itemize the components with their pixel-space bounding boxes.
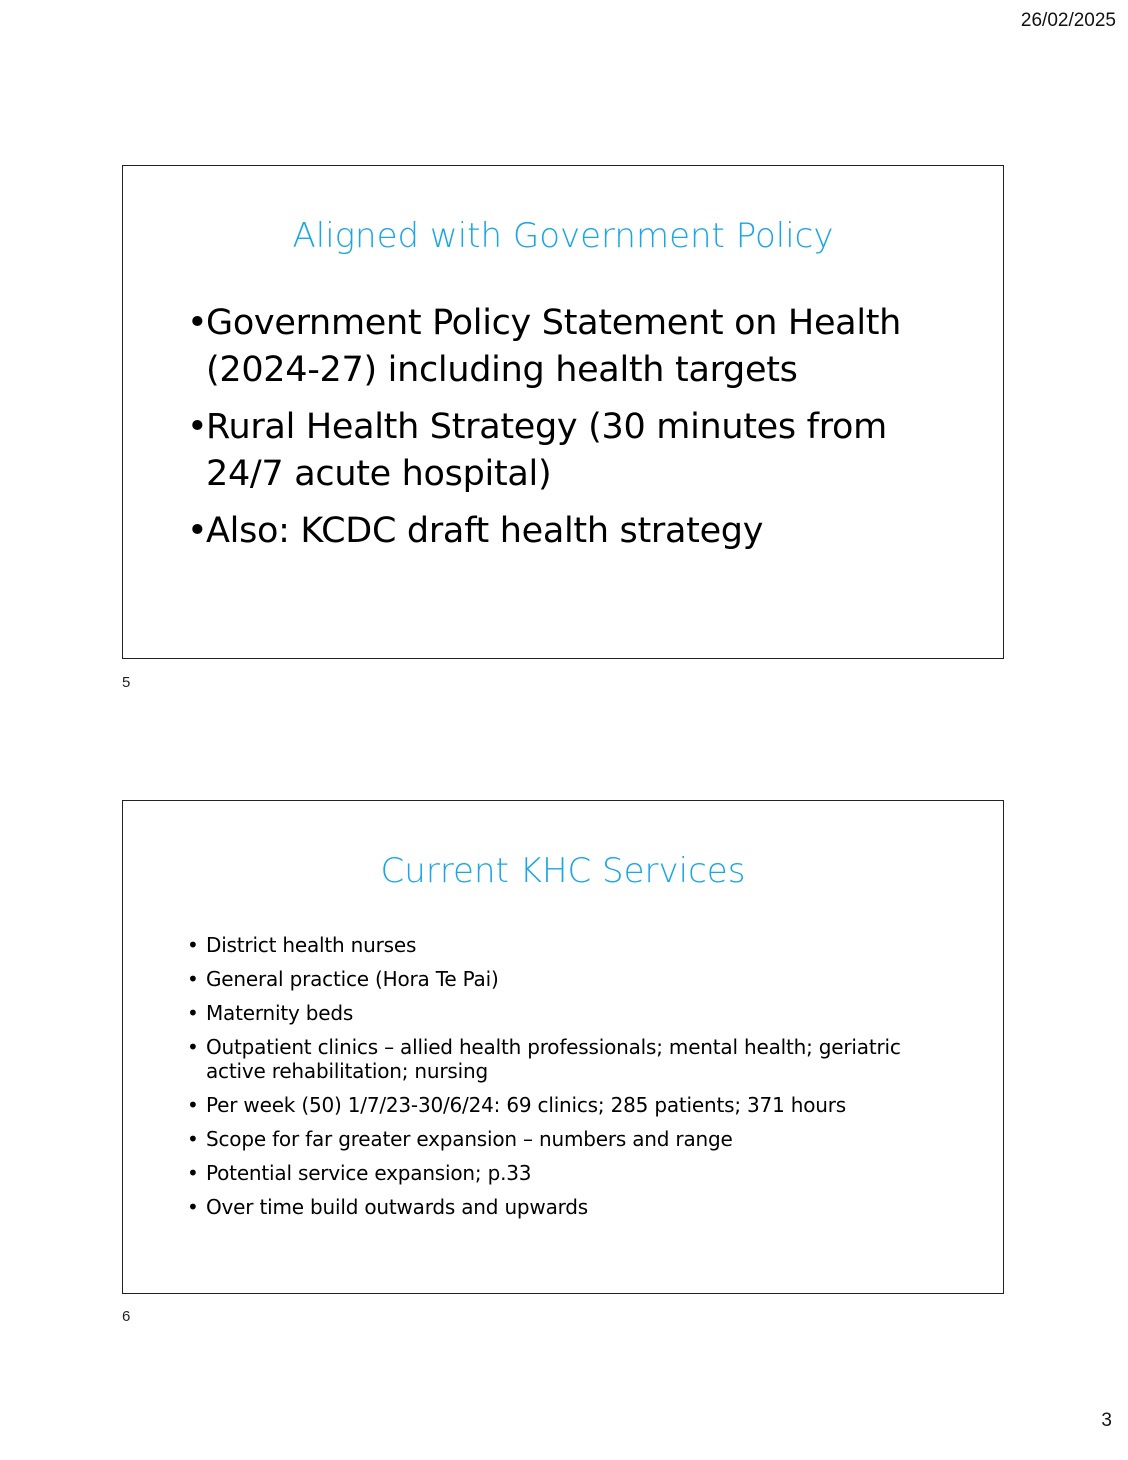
bullet-item: • Per week (50) 1/7/23-30/6/24: 69 clinics; 285 patients; 371 hours: [187, 1093, 947, 1117]
bullet-list: [187, 933, 947, 1229]
bullet-item: • Maternity beds: [187, 1001, 947, 1025]
slide-current-khc-services: [122, 800, 1004, 1294]
bullet-item: • Potential service expansion; p.33: [187, 1161, 947, 1185]
bullet-item: • Rural Health Strategy (30 minutes from 24/7 acute hospital): [187, 404, 967, 498]
bullet-item: • Also: KCDC draft health strategy: [187, 508, 967, 555]
page-number: 3: [1101, 1410, 1112, 1431]
bullet-item: • Over time build outwards and upwards: [187, 1195, 947, 1219]
slide-number: 6: [122, 1308, 131, 1325]
slide-aligned-with-government-policy: [122, 165, 1004, 659]
bullet-item: • District health nurses: [187, 933, 947, 957]
bullet-item: • General practice (Hora Te Pai): [187, 967, 947, 991]
slide-number: 5: [122, 674, 131, 691]
handout-date: 26/02/2025: [1020, 10, 1116, 31]
slide-title: Aligned with Government Policy: [292, 216, 834, 256]
slide-title: Current KHC Services: [380, 851, 746, 891]
bullet-list: [187, 300, 967, 565]
bullet-item: • Outpatient clinics – allied health professionals; mental health; geriatric active rehabilitation; nursing: [187, 1035, 947, 1083]
bullet-item: • Government Policy Statement on Health (2024-27) including health targets: [187, 300, 967, 394]
bullet-item: • Scope for far greater expansion – numbers and range: [187, 1127, 947, 1151]
